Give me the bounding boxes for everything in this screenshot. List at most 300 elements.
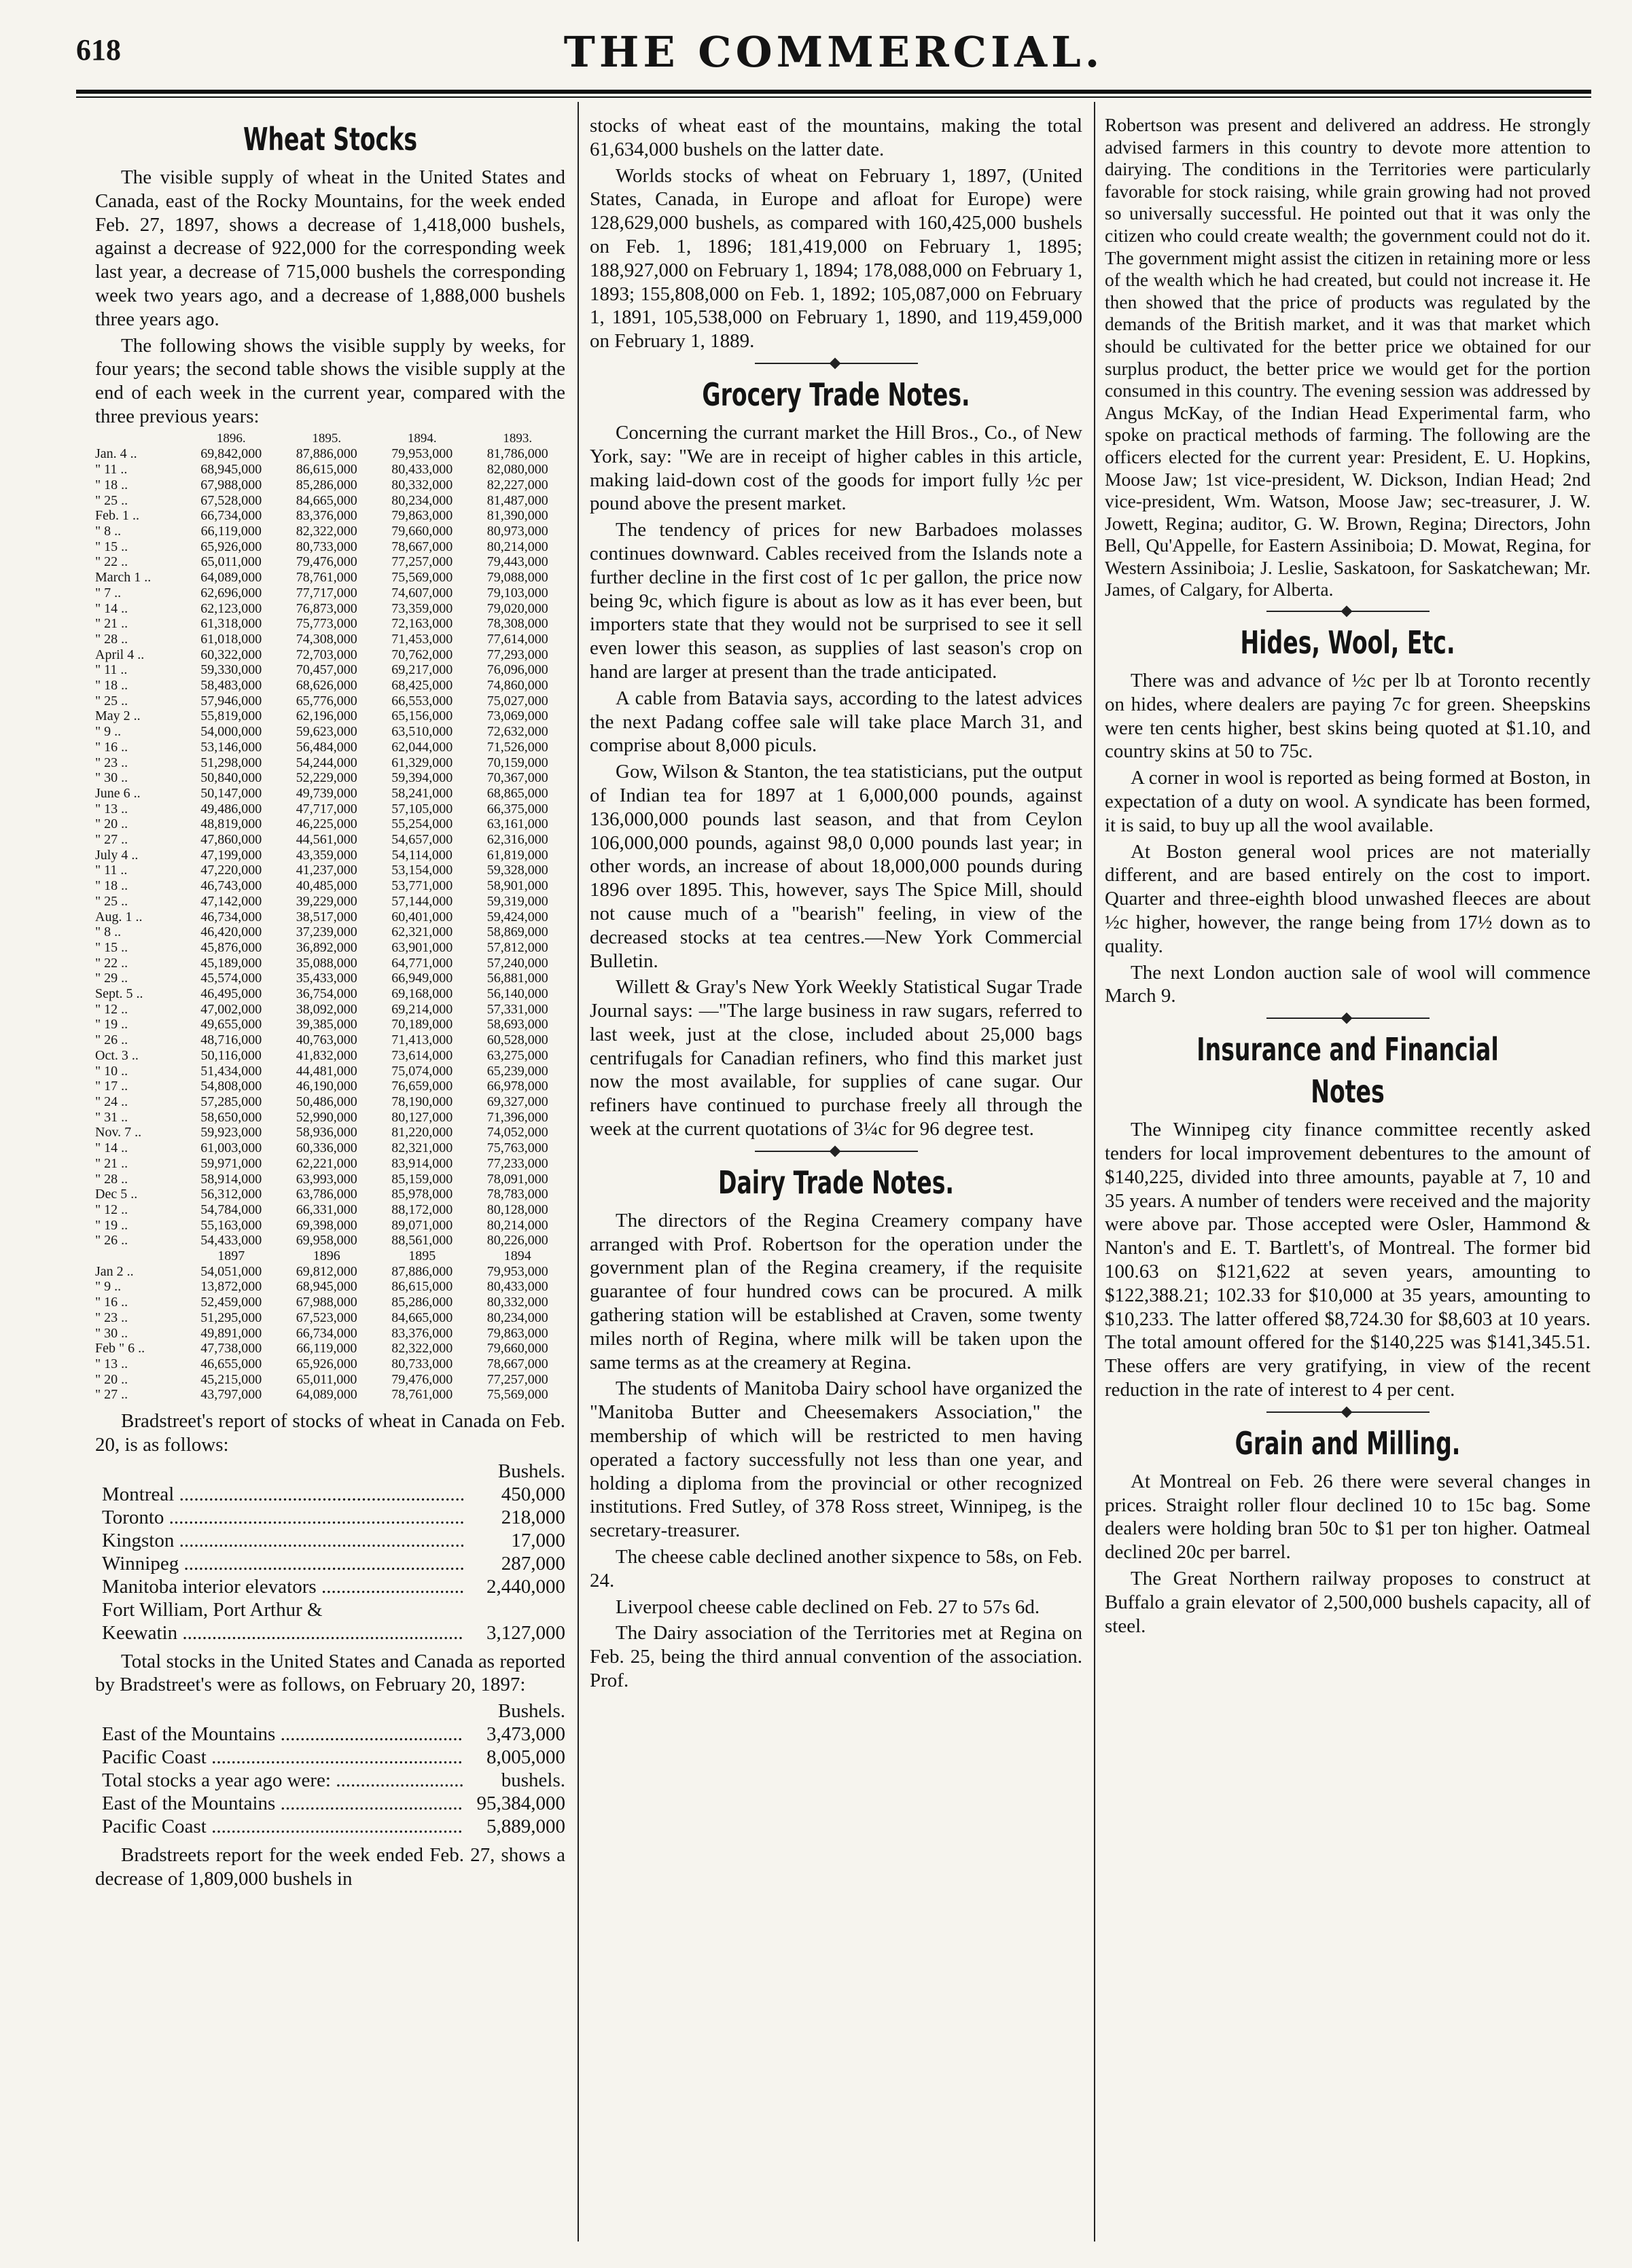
table-value-cell: 45,574,000 (200, 971, 262, 986)
table-date-cell: " 20 .. (95, 816, 128, 832)
table-row (95, 755, 565, 771)
list-item (95, 1792, 565, 1815)
table-date-cell: " 9 .. (95, 1279, 122, 1295)
table-value-cell: 63,275,000 (486, 1047, 548, 1063)
table-value-cell: 83,376,000 (391, 1325, 453, 1341)
table-value-cell: 79,863,000 (391, 508, 453, 524)
list-item-label: Fort William, Port Arthur & (102, 1598, 323, 1621)
list-item (95, 1529, 565, 1552)
table-row (95, 462, 565, 478)
table-value-cell: 46,225,000 (296, 816, 357, 832)
table-value-cell: 52,459,000 (200, 1295, 262, 1310)
table-value-cell: 75,074,000 (391, 1063, 453, 1079)
list-item (95, 1746, 565, 1769)
table-value-cell: 76,096,000 (486, 662, 548, 678)
table-date-cell: " 28 .. (95, 1171, 128, 1187)
table-value-cell: 56,881,000 (486, 971, 548, 986)
table-row (95, 1064, 565, 1079)
article-paragraph: At Boston general wool prices are not materially different, and are based entirely on the cost to import. Quarter and three-eighth blood unwashed fleeces are about ½c higher, however, the range being from 17½ down as to quality. (1105, 840, 1591, 957)
table-value-cell: 80,433,000 (486, 1279, 548, 1295)
table-date-cell: " 19 .. (95, 1217, 128, 1233)
table-row (95, 662, 565, 678)
table-row (95, 986, 565, 1002)
table-value-cell: 58,650,000 (200, 1109, 262, 1125)
table-value-cell: 57,812,000 (486, 939, 548, 955)
table-row (95, 816, 565, 832)
table-row (95, 832, 565, 848)
list-item-value: 5,889,000 (486, 1816, 565, 1838)
table-value-cell: 73,069,000 (486, 708, 548, 724)
table-value-cell: 61,329,000 (391, 755, 453, 770)
table-value-cell: 53,154,000 (391, 863, 453, 878)
table-row (95, 1326, 565, 1342)
table-row (95, 539, 565, 555)
table-value-cell: 82,322,000 (391, 1341, 453, 1356)
article-paragraph: The Winnipeg city finance committee recently asked tenders for local improvement debentures to the amount of $140,225, divided into three amounts, payable at 7, 10 and 35 years. A number of tenders were received and the majority were above par. Those accepted were Osler, Hammond & Nanton's and E. T. Bartlett's, of Montreal. The former bid 100.63 on $121,622 at seven years, amounting to $122,388.21; 102.33 for $10,000 at 35 years, amounting to $10,233. The latter offered $8,724.30 for $8,603 at 10 years. The total amount offered for the $140,225 was $141,345.51. These offers are very gratifying, in view of the recent reduction in the rate of interest to 4 per cent. (1105, 1119, 1591, 1401)
table-row (95, 940, 565, 956)
hides-article (1105, 622, 1591, 1008)
table-value-cell: 41,832,000 (296, 1047, 357, 1063)
table-value-cell: 70,159,000 (486, 755, 548, 770)
table-value-cell: 1895 (408, 1248, 436, 1264)
table-value-cell: 70,367,000 (486, 770, 548, 786)
table-value-cell: 57,144,000 (391, 893, 453, 909)
table-value-cell: 50,116,000 (200, 1047, 262, 1063)
table-value-cell: 77,257,000 (391, 554, 453, 570)
table-value-cell: 79,953,000 (391, 446, 453, 462)
table-value-cell: 87,886,000 (296, 446, 357, 462)
table-value-cell: 58,869,000 (486, 924, 548, 940)
table-value-cell: 68,945,000 (200, 462, 262, 478)
table-value-cell: 46,190,000 (296, 1079, 357, 1094)
table-value-cell: 66,331,000 (296, 1202, 357, 1217)
table-value-cell: 58,693,000 (486, 1017, 548, 1032)
table-date-cell: " 18 .. (95, 678, 128, 694)
table-value-cell: 78,091,000 (486, 1171, 548, 1187)
table-value-cell: 49,486,000 (200, 801, 262, 816)
table-value-cell: 68,425,000 (391, 678, 453, 694)
table-value-cell: 71,526,000 (486, 739, 548, 755)
table-value-cell: 64,089,000 (200, 570, 262, 586)
table-value-cell: 88,172,000 (391, 1202, 453, 1217)
article-headline: Dairy Trade Notes. (717, 1164, 955, 1201)
table-date-cell: " 26 .. (95, 1032, 128, 1048)
table-value-cell: 75,773,000 (296, 616, 357, 632)
table-value-cell: 88,561,000 (391, 1233, 453, 1248)
table-value-cell: 89,071,000 (391, 1217, 453, 1233)
table-value-cell: 87,886,000 (391, 1263, 453, 1279)
masthead-rule-thick (76, 90, 1591, 94)
table-date-cell: " 11 .. (95, 462, 128, 478)
table-row (95, 1218, 565, 1234)
table-date-cell: " 22 .. (95, 554, 128, 570)
table-value-cell: 72,703,000 (296, 647, 357, 662)
table-value-cell: 80,332,000 (486, 1295, 548, 1310)
table-value-cell: 59,971,000 (200, 1155, 262, 1171)
article-paragraph: The students of Manitoba Dairy school have organized the "Manitoba Butter and Cheesemakers Association," the membership of which will be restricted to men having operated a factory successfully not less than one year, and holding a diploma from the provincial or other recognized institutions. Fred Sutley, of 378 Ross street, Winnipeg, is the secretary-treasurer. (590, 1378, 1082, 1542)
article-paragraph: The cheese cable declined another sixpence to 58s, on Feb. 24. (590, 1546, 1082, 1591)
table-value-cell: 39,385,000 (296, 1017, 357, 1032)
table-date-cell: " 29 .. (95, 971, 128, 986)
table-value-cell: 66,734,000 (200, 508, 262, 524)
table-value-cell: 36,892,000 (296, 939, 357, 955)
table-value-cell: 58,936,000 (296, 1125, 357, 1140)
article-paragraph: The visible supply of wheat in the United States and Canada, east of the Rocky Mountains, for the week ended Feb. 27, 1897, shows a decrease of 1,418,000 bushels, against a decrease of 922,000 for the corresponding week last year, a decrease of 715,000 bushels the corresponding week two years ago, and a decrease of 1,888,000 bushels three years ago. (95, 166, 565, 330)
table-value-cell: 78,308,000 (486, 616, 548, 632)
table-value-cell: 85,978,000 (391, 1187, 453, 1202)
table-row (95, 616, 565, 632)
table-date-cell: " 23 .. (95, 1310, 128, 1325)
article-paragraph: The directors of the Regina Creamery company have arranged with Prof. Robertson for the operation under the government plan of the Regina creamery, if the requisite guarantee of four hundred cows can be procured. A milk gathering station will be established at Craven, some twenty miles north of Regina, where milk will be taken upon the same terms as at the creamery at Regina. (590, 1209, 1082, 1373)
table-date-cell: " 19 .. (95, 1017, 128, 1032)
table-date-cell: " 10 .. (95, 1063, 128, 1079)
table-value-cell: 54,114,000 (391, 847, 453, 863)
table-value-cell: 63,510,000 (391, 724, 453, 740)
table-value-cell: 55,819,000 (200, 708, 262, 724)
table-date-cell: " 21 .. (95, 1155, 128, 1171)
table-value-cell: 70,762,000 (391, 647, 453, 662)
table-date-cell: July 4 .. (95, 847, 139, 863)
table-header-cell: 1894. (407, 431, 437, 446)
table-value-cell: 61,318,000 (200, 616, 262, 632)
table-value-cell: 78,190,000 (391, 1094, 453, 1109)
list-item (95, 1815, 565, 1838)
bushels-header: Bushels. (497, 1460, 565, 1482)
section-divider (1266, 1018, 1430, 1019)
table-value-cell: 60,528,000 (486, 1032, 548, 1048)
table-value-cell: 80,128,000 (486, 1202, 548, 1217)
insurance-article (1105, 1028, 1591, 1402)
table-value-cell: 54,784,000 (200, 1202, 262, 1217)
table-value-cell: 47,738,000 (200, 1341, 262, 1356)
table-value-cell: 70,189,000 (391, 1017, 453, 1032)
table-value-cell: 70,457,000 (296, 662, 357, 678)
table-value-cell: 55,254,000 (391, 816, 453, 832)
table-value-cell: 68,626,000 (296, 678, 357, 694)
table-value-cell: 62,321,000 (391, 924, 453, 940)
table-header-cell: 1895. (312, 431, 342, 446)
table-date-cell: " 8 .. (95, 924, 122, 940)
table-row (95, 708, 565, 724)
table-value-cell: 79,476,000 (296, 554, 357, 570)
article-paragraph: The following shows the visible supply by weeks, for four years; the second table shows the visible supply at the end of each week in the current year, compared with the three previous years: (95, 334, 565, 427)
table-value-cell: 64,771,000 (391, 955, 453, 971)
table-value-cell: 45,876,000 (200, 939, 262, 955)
table-value-cell: 57,105,000 (391, 801, 453, 816)
table-row (95, 724, 565, 740)
table-value-cell: 54,051,000 (200, 1263, 262, 1279)
list-item-label: Keewatin ..... (102, 1621, 463, 1644)
table-value-cell: 46,495,000 (200, 986, 262, 1002)
column-2 (590, 114, 1082, 2227)
table-value-cell: 38,517,000 (296, 909, 357, 924)
table-row (95, 1140, 565, 1156)
table-row (95, 924, 565, 940)
table-value-cell: 49,655,000 (200, 1017, 262, 1032)
table-value-cell: 65,156,000 (391, 708, 453, 724)
table-value-cell: 71,453,000 (391, 631, 453, 647)
table-value-cell: 84,665,000 (391, 1310, 453, 1325)
column-divider-2 (1094, 102, 1095, 2242)
list-item (95, 1552, 565, 1575)
table-value-cell: 47,199,000 (200, 847, 262, 863)
table-date-cell: Nov. 7 .. (95, 1125, 142, 1140)
list-item (95, 1723, 565, 1746)
table-value-cell: 59,330,000 (200, 662, 262, 678)
table-value-cell: 78,783,000 (486, 1187, 548, 1202)
list-item (95, 1598, 565, 1621)
table-value-cell: 75,027,000 (486, 693, 548, 708)
table-value-cell: 80,234,000 (486, 1310, 548, 1325)
table-value-cell: 62,316,000 (486, 832, 548, 848)
table-value-cell: 64,089,000 (296, 1387, 357, 1403)
table-value-cell: 61,003,000 (200, 1140, 262, 1156)
table-date-cell: " 27 .. (95, 832, 128, 848)
article-paragraph: The tendency of prices for new Barbadoes molasses continues downward. Cables received from the Islands note a further decline in the first cost of 1c per gallon, the price now being 9c, which figure is about as low as it has ever been, but importers state that they would not be surprised to see it sell even lower this season, as supplies of last season's crop on hand are larger at present than the trade anticipated. (590, 519, 1082, 683)
table-value-cell: 46,734,000 (200, 909, 262, 924)
table-value-cell: 54,433,000 (200, 1233, 262, 1248)
table-row (95, 971, 565, 986)
table-value-cell: 69,217,000 (391, 662, 453, 678)
table-value-cell: 57,331,000 (486, 1001, 548, 1017)
table-value-cell: 69,327,000 (486, 1094, 548, 1109)
list-item (95, 1506, 565, 1529)
table-value-cell: 58,914,000 (200, 1171, 262, 1187)
table-date-cell: " 8 .. (95, 523, 122, 539)
table-value-cell: 67,988,000 (296, 1295, 357, 1310)
table-value-cell: 58,483,000 (200, 678, 262, 694)
list-item-value: 450,000 (501, 1483, 565, 1505)
table-date-cell: May 2 .. (95, 708, 141, 724)
table-value-cell: 72,632,000 (486, 724, 548, 740)
table-value-cell: 48,716,000 (200, 1032, 262, 1048)
table-value-cell: 66,949,000 (391, 971, 453, 986)
table-value-cell: 63,901,000 (391, 939, 453, 955)
table-value-cell: 45,215,000 (200, 1371, 262, 1387)
table-value-cell: 76,873,000 (296, 600, 357, 616)
column-3 (1105, 114, 1591, 2227)
table-value-cell: 60,401,000 (391, 909, 453, 924)
section-divider (1266, 1411, 1430, 1413)
table-date-cell: " 11 .. (95, 662, 128, 678)
table-row (95, 1356, 565, 1372)
table-date-cell: Aug. 1 .. (95, 909, 143, 924)
table-date-cell: " 16 .. (95, 739, 128, 755)
table-row (95, 956, 565, 971)
table-value-cell: 77,614,000 (486, 631, 548, 647)
table-value-cell: 80,973,000 (486, 523, 548, 539)
table-value-cell: 51,434,000 (200, 1063, 262, 1079)
table-value-cell: 13,872,000 (200, 1279, 262, 1295)
table-value-cell: 53,146,000 (200, 739, 262, 755)
table-date-cell: " 20 .. (95, 1371, 128, 1387)
table-value-cell: 85,286,000 (391, 1295, 453, 1310)
table-row (95, 1264, 565, 1280)
table-row (95, 478, 565, 493)
table-value-cell: 77,257,000 (486, 1371, 548, 1387)
table-subheader-row (95, 1248, 565, 1264)
article-paragraph: Bradstreets report for the week ended Feb. 27, shows a decrease of 1,809,000 bushels in (95, 1844, 565, 1890)
table-value-cell: 71,413,000 (391, 1032, 453, 1048)
table-value-cell: 82,322,000 (296, 523, 357, 539)
table-value-cell: 66,553,000 (391, 693, 453, 708)
table-date-cell: Feb " 6 .. (95, 1341, 145, 1356)
table-value-cell: 71,396,000 (486, 1109, 548, 1125)
table-value-cell: 62,696,000 (200, 585, 262, 600)
table-value-cell: 59,328,000 (486, 863, 548, 878)
table-value-cell: 86,615,000 (296, 462, 357, 478)
table-value-cell: 78,667,000 (486, 1356, 548, 1371)
table-value-cell: 56,140,000 (486, 986, 548, 1002)
table-row (95, 1125, 565, 1140)
table-date-cell: " 12 .. (95, 1001, 128, 1017)
table-value-cell: 79,953,000 (486, 1263, 548, 1279)
list-item-value: 3,127,000 (486, 1621, 565, 1644)
table-row (95, 508, 565, 524)
table-value-cell: 38,092,000 (296, 1001, 357, 1017)
table-value-cell: 59,424,000 (486, 909, 548, 924)
article-paragraph: Robertson was present and delivered an address. He strongly advised farmers in this country to devote more attention to dairying. The conditions in the Territories were particularly favorable for stock raising, while grain growing had not proved so universally successful. He pointed out that it was only the citizen who could create wealth; the government could not do it. The government might assist the citizen in retaining more or less of the wealth which he had created, but could not increase it. He then showed that the price of products was regulated by the demands of the British market, and it was that market which should be cultivated for the better price we obtained for our surplus product, the better price we would get for the portion consumed in this country. The evening session was addressed by Angus McKay, of the Indian Head Experimental farm, who spoke on practical methods of farming. The following are the officers elected for the current year: President, E. U. Hopkins, Moose Jaw; 1st vice-president, W. Dickson, Indian Head; 2nd vice-president, Wm. Watson, Moose Jaw; sec-treasurer, J. W. Jowett, Regina; auditor, G. W. Brown, Regina; Directors, John Bell, Qu'Appelle, for Eastern Assiniboia; D. Mowat, Regina, for Western Assiniboia; J. Leslie, Saskatoon, for Saskatchewan; Mr. James, of Calgary, for Alberta. (1105, 114, 1591, 600)
list-item-label: East of the Mountains ..... (102, 1723, 463, 1746)
table-value-cell: 43,797,000 (200, 1387, 262, 1403)
table-row (95, 632, 565, 647)
section-divider (1266, 611, 1430, 612)
table-value-cell: 79,020,000 (486, 600, 548, 616)
table-value-cell: 54,000,000 (200, 724, 262, 740)
table-value-cell: 62,044,000 (391, 739, 453, 755)
article-paragraph: Total stocks in the United States and Canada as reported by Bradstreet's were as follows, on February 20, 1897: (95, 1650, 565, 1696)
table-value-cell: 35,433,000 (296, 971, 357, 986)
table-date-cell: " 11 .. (95, 863, 128, 878)
table-value-cell: 55,163,000 (200, 1217, 262, 1233)
table-value-cell: 60,336,000 (296, 1140, 357, 1156)
table-value-cell: 74,308,000 (296, 631, 357, 647)
table-date-cell: " 28 .. (95, 631, 128, 647)
page-number: 618 (76, 33, 121, 67)
table-row (95, 1079, 565, 1094)
table-row (95, 1202, 565, 1218)
table-value-cell: 65,926,000 (200, 539, 262, 554)
table-value-cell: 80,733,000 (391, 1356, 453, 1371)
table-value-cell: 49,891,000 (200, 1325, 262, 1341)
table-header-cell: 1893. (503, 431, 533, 446)
table-value-cell: 77,717,000 (296, 585, 357, 600)
table-value-cell: 56,484,000 (296, 739, 357, 755)
canada-stocks-list (95, 1460, 565, 1644)
table-value-cell: 60,322,000 (200, 647, 262, 662)
table-value-cell: 44,561,000 (296, 832, 357, 848)
table-value-cell: 81,390,000 (486, 508, 548, 524)
table-value-cell: 77,233,000 (486, 1155, 548, 1171)
table-value-cell: 66,375,000 (486, 801, 548, 816)
table-row (95, 1310, 565, 1326)
table-value-cell: 69,398,000 (296, 1217, 357, 1233)
table-value-cell: 49,739,000 (296, 785, 357, 801)
table-value-cell: 79,443,000 (486, 554, 548, 570)
table-row (95, 878, 565, 894)
table-date-cell: " 25 .. (95, 693, 128, 708)
table-date-cell: " 7 .. (95, 585, 122, 600)
table-value-cell: 57,240,000 (486, 955, 548, 971)
table-date-cell: " 16 .. (95, 1295, 128, 1310)
table-value-cell: 59,623,000 (296, 724, 357, 740)
table-value-cell: 62,123,000 (200, 600, 262, 616)
table-value-cell: 76,659,000 (391, 1079, 453, 1094)
table-date-cell: Sept. 5 .. (95, 986, 143, 1002)
table-value-cell: 52,229,000 (296, 770, 357, 786)
table-row (95, 1341, 565, 1356)
table-date-cell: June 6 .. (95, 785, 141, 801)
list-item-value: bushels. (501, 1769, 565, 1792)
table-date-cell: " 17 .. (95, 1079, 128, 1094)
table-value-cell: 79,660,000 (486, 1341, 548, 1356)
table-value-cell: 54,657,000 (391, 832, 453, 848)
section-divider (755, 1151, 918, 1152)
masthead (76, 12, 1591, 80)
masthead-rule-thin (76, 96, 1591, 98)
table-value-cell: 80,214,000 (486, 539, 548, 554)
table-row (95, 1110, 565, 1126)
table-value-cell: 67,988,000 (200, 477, 262, 492)
table-date-cell: " 22 .. (95, 955, 128, 971)
table-value-cell: 80,234,000 (391, 492, 453, 508)
table-value-cell: 69,168,000 (391, 986, 453, 1002)
table-value-cell: 66,978,000 (486, 1079, 548, 1094)
table-value-cell: 83,376,000 (296, 508, 357, 524)
table-date-cell: " 23 .. (95, 755, 128, 770)
table-value-cell: 69,842,000 (200, 446, 262, 462)
table-value-cell: 80,226,000 (486, 1233, 548, 1248)
column-1 (95, 114, 565, 2227)
table-value-cell: 65,926,000 (296, 1356, 357, 1371)
table-value-cell: 51,295,000 (200, 1310, 262, 1325)
table-row (95, 1032, 565, 1048)
table-value-cell: 69,214,000 (391, 1001, 453, 1017)
table-value-cell: 54,244,000 (296, 755, 357, 770)
table-header-cell (95, 431, 183, 447)
grain-article (1105, 1422, 1591, 1638)
article-headline: Insurance and Financial Notes (1196, 1031, 1499, 1111)
table-value-cell: 44,481,000 (296, 1063, 357, 1079)
table-date-cell: " 27 .. (95, 1387, 128, 1403)
table-date-cell: Feb. 1 .. (95, 508, 139, 524)
table-value-cell: 65,011,000 (200, 554, 262, 570)
article-paragraph: The Great Northern railway proposes to construct at Buffalo a grain elevator of 2,500,000 bushels capacity, all of steel. (1105, 1567, 1591, 1637)
table-value-cell: 57,946,000 (200, 693, 262, 708)
list-item-label: Montreal ..... (102, 1483, 463, 1506)
table-value-cell: 63,993,000 (296, 1171, 357, 1187)
table-value-cell: 85,159,000 (391, 1171, 453, 1187)
table-value-cell: 78,761,000 (391, 1387, 453, 1403)
article-headline: Grocery Trade Notes. (702, 376, 970, 413)
table-row (95, 493, 565, 509)
table-date-cell: " 30 .. (95, 770, 128, 786)
table-value-cell: 1894 (503, 1248, 531, 1264)
table-row (95, 570, 565, 586)
table-value-cell: 45,189,000 (200, 955, 262, 971)
list-item-value (463, 1598, 565, 1621)
table-value-cell: 69,958,000 (296, 1233, 357, 1248)
table-value-cell: 62,221,000 (296, 1155, 357, 1171)
table-value-cell: 51,298,000 (200, 755, 262, 770)
table-value-cell: 59,319,000 (486, 893, 548, 909)
table-row (95, 678, 565, 694)
table-value-cell: 40,485,000 (296, 878, 357, 894)
dairy-article (590, 1162, 1082, 1693)
table-date-cell: " 12 .. (95, 1202, 128, 1217)
table-value-cell: 46,420,000 (200, 924, 262, 940)
table-date-cell: March 1 .. (95, 570, 152, 586)
